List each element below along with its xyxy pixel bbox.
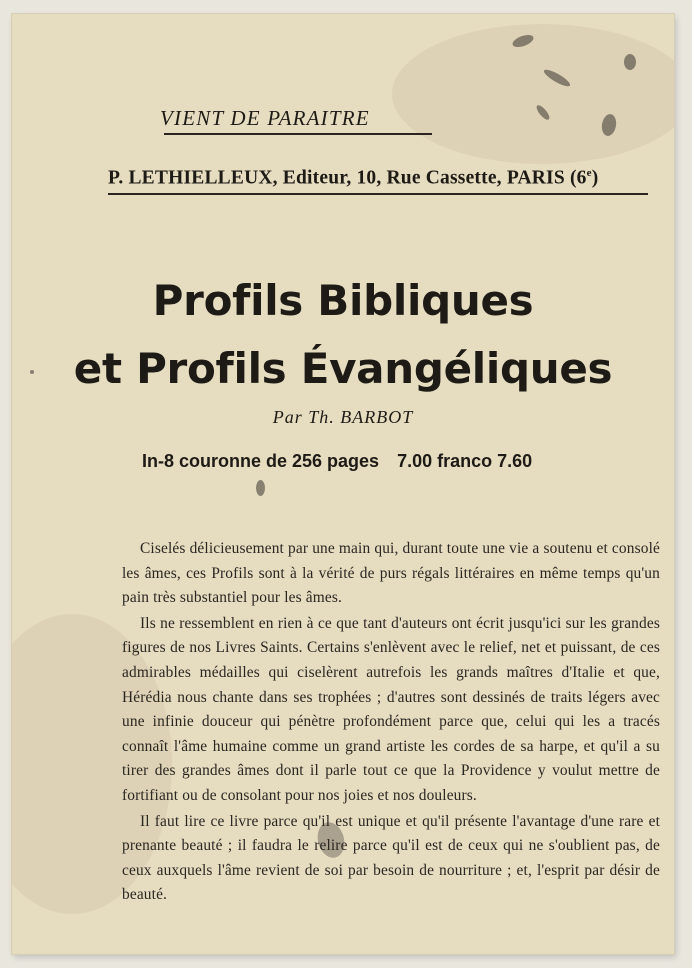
book-format: In-8 couronne de 256 pages bbox=[142, 451, 380, 471]
ink-smudge bbox=[256, 480, 265, 496]
publisher-line bbox=[108, 167, 648, 190]
announcement-underline bbox=[164, 133, 432, 135]
announcement-heading: VIENT DE PARAITRE bbox=[160, 106, 370, 130]
paper-stain bbox=[392, 24, 674, 164]
description-body bbox=[122, 537, 660, 908]
book-title-line-1: Profils Bibliques bbox=[152, 276, 534, 325]
description-paragraph: Ils ne ressemblent en rien à ce que tant d'auteurs ont écrit jusqu'ici sur les grandes figures de nos Livres Saints. Certains s'enlèvent avec le relief, net et puissant, de ces admirables médailles qui ciselèrent autrefois les grands maîtres d'Italie et que, Hérédia nous chante dans ses trophées ; d'autres sont dessinés de traits légers avec une infinie douceur qui pénètre profondément parce que, celui qui les a tracés connaît l'âme humaine comme un grand artiste les cordes de sa harpe, et qu'il a su tirer des grandes âmes dont il parle tout ce que la Providence y voulut mettre de fortifiant ou de consolant pour nos joies et nos douleurs. bbox=[122, 614, 660, 804]
description-paragraph: Ciselés délicieusement par une main qui, durant toute une vie a soutenu et consolé les âmes, ces Profils sont à la vérité de purs régals littéraires en même temps qu'un pain très substantiel pour les âmes. bbox=[122, 540, 660, 607]
book-author: Par Th. BARBOT bbox=[272, 407, 414, 427]
publisher-text: P. LETHIELLEUX, Editeur, 10, Rue Cassette, PARIS (6 bbox=[108, 167, 587, 189]
publisher-close: ) bbox=[591, 167, 599, 189]
publisher-underline bbox=[108, 193, 648, 195]
publisher-superscript: e bbox=[586, 167, 592, 179]
book-format-line bbox=[142, 451, 532, 472]
description-paragraph: Il faut lire ce livre parce qu'il est unique et qu'il présente l'avantage d'une rare et prenante beauté ; il faudra le relire parce qu'il est de ceux qui ne s'oublient pas, de ceux auxquels l'âme revient de soi par besoin de nourriture ; et, l'esprit par désir de beauté. bbox=[122, 812, 660, 904]
document-page bbox=[12, 14, 674, 954]
book-price: 7.00 franco 7.60 bbox=[397, 451, 533, 471]
ink-smudge bbox=[624, 54, 636, 70]
book-title-line-2: et Profils Évangéliques bbox=[73, 344, 613, 393]
